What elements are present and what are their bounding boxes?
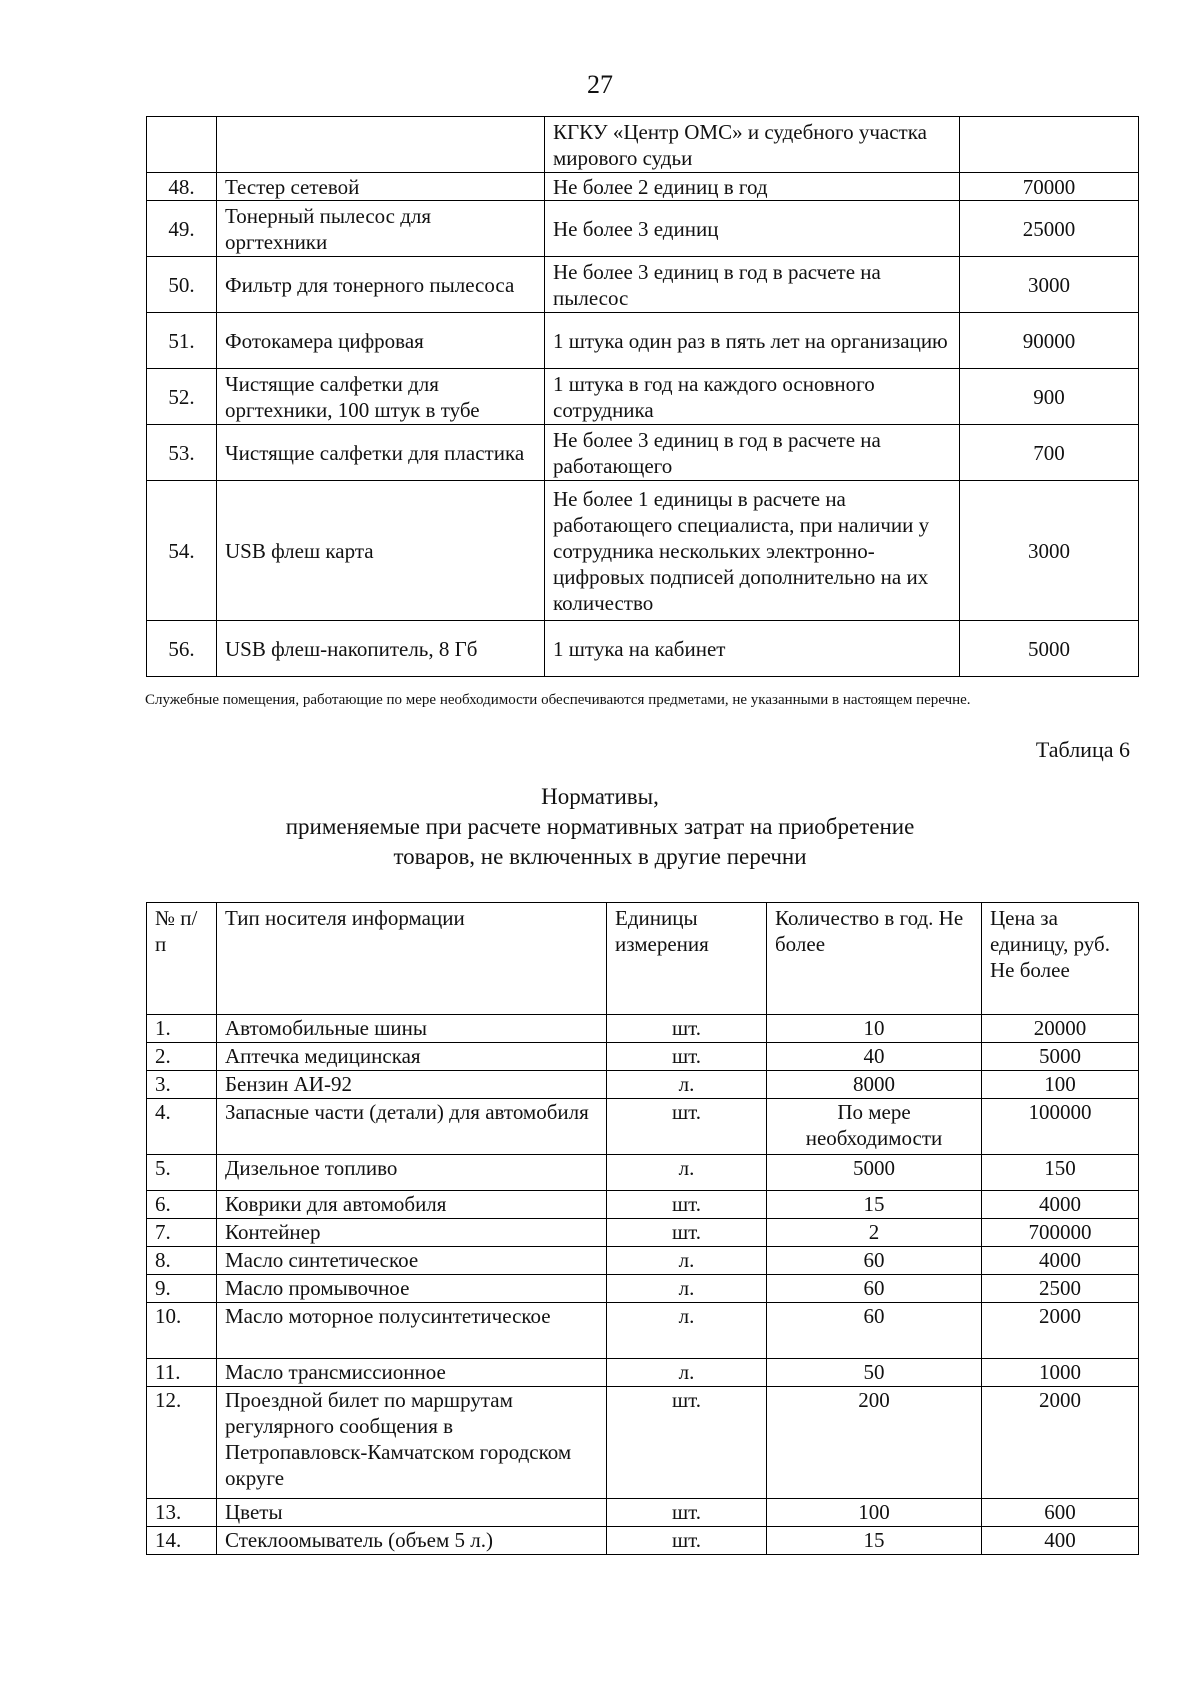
- table-label: Таблица 6: [1035, 737, 1130, 762]
- table-row: [147, 1499, 1139, 1527]
- item-unit: л.: [607, 1275, 767, 1303]
- header-unit: Единицы измерения: [607, 903, 767, 1015]
- table-row: [147, 1275, 1139, 1303]
- row-number: 4.: [147, 1099, 217, 1155]
- item-norm: КГКУ «Центр ОМС» и судебного участка мирового судьи: [545, 117, 960, 173]
- heading-line: применяемые при расчете нормативных затрат на приобретение: [285, 814, 915, 839]
- row-number: 2.: [147, 1043, 217, 1071]
- item-norm: Не более 3 единиц: [545, 201, 960, 257]
- item-price: 3000: [960, 481, 1139, 621]
- item-unit: л.: [607, 1359, 767, 1387]
- item-price: 25000: [960, 201, 1139, 257]
- item-price: 2500: [982, 1275, 1139, 1303]
- table-row: [147, 1043, 1139, 1071]
- item-qty: 5000: [767, 1155, 982, 1191]
- item-qty: 60: [767, 1303, 982, 1359]
- item-qty: 100: [767, 1499, 982, 1527]
- item-price: 20000: [982, 1015, 1139, 1043]
- row-number: 6.: [147, 1191, 217, 1219]
- item-name: Стеклоомыватель (объем 5 л.): [217, 1527, 607, 1555]
- table-row: [147, 1155, 1139, 1191]
- item-price: 400: [982, 1527, 1139, 1555]
- item-name: Фотокамера цифровая: [217, 313, 545, 369]
- item-name: Цветы: [217, 1499, 607, 1527]
- table-row: [147, 369, 1139, 425]
- row-number: 48.: [147, 173, 217, 201]
- item-unit: л.: [607, 1071, 767, 1099]
- row-number: 11.: [147, 1359, 217, 1387]
- header-qty: Количество в год. Не более: [767, 903, 982, 1015]
- item-qty: 15: [767, 1191, 982, 1219]
- item-unit: л.: [607, 1303, 767, 1359]
- item-price: 70000: [960, 173, 1139, 201]
- item-qty: 60: [767, 1247, 982, 1275]
- row-number: 51.: [147, 313, 217, 369]
- item-name: Масло синтетическое: [217, 1247, 607, 1275]
- table-row: [147, 1015, 1139, 1043]
- item-norm: 1 штука один раз в пять лет на организацию: [545, 313, 960, 369]
- item-price: 5000: [982, 1043, 1139, 1071]
- table-row: [147, 481, 1139, 621]
- header-type: Тип носителя информации: [217, 903, 607, 1015]
- row-number: 3.: [147, 1071, 217, 1099]
- header-num: № п/п: [147, 903, 217, 1015]
- item-name: Масло трансмиссионное: [217, 1359, 607, 1387]
- item-norm: 1 штука на кабинет: [545, 621, 960, 677]
- item-name: Тестер сетевой: [217, 173, 545, 201]
- table-row: [147, 1099, 1139, 1155]
- goods-norms-table: [146, 902, 1139, 1555]
- item-name: Автомобильные шины: [217, 1015, 607, 1043]
- item-unit: шт.: [607, 1015, 767, 1043]
- table-row: [147, 1191, 1139, 1219]
- table-row: [147, 173, 1139, 201]
- table-row: [147, 1387, 1139, 1499]
- row-number: 50.: [147, 257, 217, 313]
- item-name: Масло моторное полусинтетическое: [217, 1303, 607, 1359]
- row-number: 12.: [147, 1387, 217, 1499]
- table-row: [147, 313, 1139, 369]
- item-price: 2000: [982, 1303, 1139, 1359]
- item-price: 100: [982, 1071, 1139, 1099]
- item-unit: шт.: [607, 1043, 767, 1071]
- item-norm: Не более 3 единиц в год в расчете на пылесос: [545, 257, 960, 313]
- table-row: [147, 117, 1139, 173]
- table-row: [147, 425, 1139, 481]
- item-qty: 10: [767, 1015, 982, 1043]
- item-price: 3000: [960, 257, 1139, 313]
- row-number: 1.: [147, 1015, 217, 1043]
- item-unit: шт.: [607, 1191, 767, 1219]
- item-norm: Не более 3 единиц в год в расчете на работающего: [545, 425, 960, 481]
- item-price: 150: [982, 1155, 1139, 1191]
- item-norm: 1 штука в год на каждого основного сотрудника: [545, 369, 960, 425]
- item-name: [217, 117, 545, 173]
- item-name: Аптечка медицинская: [217, 1043, 607, 1071]
- item-price: 700000: [982, 1219, 1139, 1247]
- item-qty: 15: [767, 1527, 982, 1555]
- row-number: 8.: [147, 1247, 217, 1275]
- item-qty: По мере необходимости: [767, 1099, 982, 1155]
- row-number: 13.: [147, 1499, 217, 1527]
- item-name: Чистящие салфетки для пластика: [217, 425, 545, 481]
- row-number: 14.: [147, 1527, 217, 1555]
- item-price: 1000: [982, 1359, 1139, 1387]
- section-heading: [0, 782, 1200, 872]
- item-price: 4000: [982, 1191, 1139, 1219]
- item-price: 900: [960, 369, 1139, 425]
- footnote: Служебные помещения, работающие по мере необходимости обеспечиваются предметами, не указанными в настоящем перечне.: [145, 692, 971, 708]
- row-number: 49.: [147, 201, 217, 257]
- item-qty: 2: [767, 1219, 982, 1247]
- item-unit: шт.: [607, 1219, 767, 1247]
- item-qty: 8000: [767, 1071, 982, 1099]
- item-price: 700: [960, 425, 1139, 481]
- item-name: Коврики для автомобиля: [217, 1191, 607, 1219]
- row-number: 56.: [147, 621, 217, 677]
- item-name: Бензин АИ-92: [217, 1071, 607, 1099]
- item-unit: л.: [607, 1247, 767, 1275]
- row-number: 5.: [147, 1155, 217, 1191]
- item-price: 4000: [982, 1247, 1139, 1275]
- row-number: 53.: [147, 425, 217, 481]
- row-number: [147, 117, 217, 173]
- table-row: [147, 621, 1139, 677]
- heading-line: Нормативы,: [541, 784, 659, 809]
- item-unit: шт.: [607, 1527, 767, 1555]
- table-row: [147, 257, 1139, 313]
- item-norm: Не более 1 единицы в расчете на работающего специалиста, при наличии у сотрудника нескольких электронно-цифровых подписей дополнительно на их количество: [545, 481, 960, 621]
- header-price: Цена за единицу, руб. Не более: [982, 903, 1139, 1015]
- row-number: 10.: [147, 1303, 217, 1359]
- item-name: USB флеш-накопитель, 8 Гб: [217, 621, 545, 677]
- heading-line: товаров, не включенных в другие перечни: [393, 844, 807, 869]
- item-name: Контейнер: [217, 1219, 607, 1247]
- item-unit: л.: [607, 1155, 767, 1191]
- item-price: 600: [982, 1499, 1139, 1527]
- item-name: Запасные части (детали) для автомобиля: [217, 1099, 607, 1155]
- table-row: [147, 1247, 1139, 1275]
- table-row: [147, 1527, 1139, 1555]
- item-price: 5000: [960, 621, 1139, 677]
- row-number: 9.: [147, 1275, 217, 1303]
- item-unit: шт.: [607, 1387, 767, 1499]
- item-price: [960, 117, 1139, 173]
- item-name: Чистящие салфетки для оргтехники, 100 штук в тубе: [217, 369, 545, 425]
- item-qty: 50: [767, 1359, 982, 1387]
- item-name: USB флеш карта: [217, 481, 545, 621]
- item-unit: шт.: [607, 1099, 767, 1155]
- row-number: 54.: [147, 481, 217, 621]
- table-header-row: [147, 903, 1139, 1015]
- item-price: 100000: [982, 1099, 1139, 1155]
- row-number: 52.: [147, 369, 217, 425]
- item-price: 90000: [960, 313, 1139, 369]
- table-row: [147, 201, 1139, 257]
- table-row: [147, 1071, 1139, 1099]
- item-qty: 60: [767, 1275, 982, 1303]
- item-name: Тонерный пылесос для оргтехники: [217, 201, 545, 257]
- item-price: 2000: [982, 1387, 1139, 1499]
- table-row: [147, 1219, 1139, 1247]
- table-row: [147, 1359, 1139, 1387]
- item-norm: Не более 2 единиц в год: [545, 173, 960, 201]
- equipment-norms-table: [146, 116, 1139, 677]
- page-number: 27: [587, 70, 613, 99]
- item-name: Фильтр для тонерного пылесоса: [217, 257, 545, 313]
- item-qty: 40: [767, 1043, 982, 1071]
- item-name: Проездной билет по маршрутам регулярного сообщения в Петропавловск-Камчатском городском округе: [217, 1387, 607, 1499]
- item-unit: шт.: [607, 1499, 767, 1527]
- table-row: [147, 1303, 1139, 1359]
- item-qty: 200: [767, 1387, 982, 1499]
- item-name: Масло промывочное: [217, 1275, 607, 1303]
- item-name: Дизельное топливо: [217, 1155, 607, 1191]
- row-number: 7.: [147, 1219, 217, 1247]
